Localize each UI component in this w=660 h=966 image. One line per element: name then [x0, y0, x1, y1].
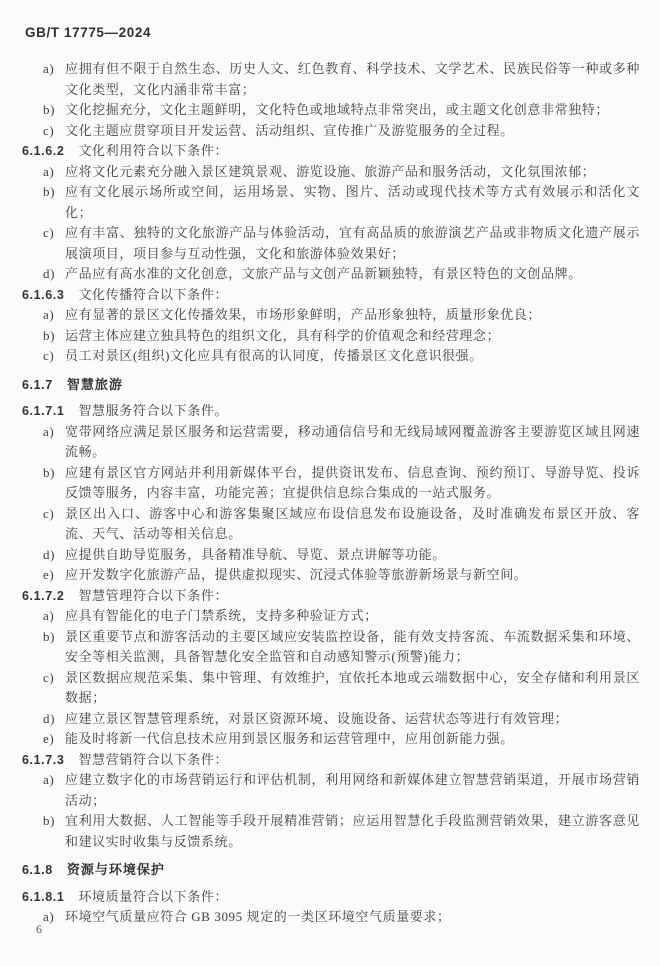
list-item: [0, 305, 660, 326]
list-item: [0, 907, 660, 928]
clause-text: 智慧服务符合以下条件。: [78, 403, 229, 418]
item-marker: a): [43, 608, 55, 623]
item-marker: b): [43, 327, 56, 343]
item-text: 运营主体应建立独具特色的组织文化，具有科学的价值观念和经营理念；: [65, 327, 501, 343]
item-marker: c): [43, 505, 55, 521]
item-text: 应有文化展示场所或空间，运用场景、实物、图片、活动或现代技术等方式有效展示和活化文化；: [65, 184, 640, 220]
item-marker: c): [43, 122, 55, 138]
clause-heading: [0, 586, 660, 607]
item-text: 文化主题应贯穿项目开发运营、活动组织、宣传推广及游览服务的全过程。: [65, 122, 514, 138]
clause-text: 环境质量符合以下条件：: [78, 888, 229, 904]
item-text: 应有丰富、独特的文化旅游产品与体验活动，宜有高品质的旅游演艺产品或非物质文化遗产展示展演项目，项目参与互动性强，文化和旅游体验效果好；: [65, 225, 640, 261]
clause-number: 6.1.7.3: [22, 752, 65, 767]
item-text: 产品应有高水准的文化创意，文旅产品与文创产品新颖独特，有景区特色的文创品牌。: [65, 266, 582, 281]
list-item: [0, 264, 660, 285]
item-text: 景区出入口、游客中心和游客集聚区域应布设信息发布设施设备，及时准确发布景区开放、客流、天气、活动等相关信息。: [65, 505, 640, 541]
list-item: [0, 627, 660, 668]
list-item: [0, 668, 660, 709]
list-item: [0, 326, 660, 347]
clause-heading: [0, 401, 660, 422]
item-text: 应建有景区官方网站并利用新媒体平台，提供资讯发布、信息查询、预约预订、导游导览、投诉反馈等服务，内容丰富，功能完善；宜提供信息综合集成的一站式服务。: [65, 464, 640, 500]
list-item: [0, 811, 660, 852]
document-body: [0, 59, 660, 928]
clause-heading: [0, 285, 660, 306]
item-text: 环境空气质量应符合 GB 3095 规定的一类区环境空气质量要求；: [65, 909, 451, 924]
list-item: [0, 504, 660, 545]
clause-heading: [0, 750, 660, 771]
item-marker: c): [43, 348, 55, 363]
item-marker: a): [43, 772, 55, 787]
item-marker: b): [43, 628, 56, 644]
clause-number: 6.1.8.1: [22, 889, 65, 904]
list-item: [0, 422, 660, 463]
item-text: 应拥有但不限于自然生态、历史人文、红色教育、科学技术、文学艺术、民族民俗等一种或多种文化类型，文化内涵非常丰富；: [65, 61, 640, 97]
item-text: 应提供自助导览服务，具备精准导航、导览、景点讲解等功能。: [65, 546, 446, 562]
item-marker: b): [43, 813, 56, 828]
list-item: [0, 606, 660, 627]
item-marker: a): [43, 307, 55, 322]
clause-text: 文化传播符合以下条件：: [78, 286, 229, 302]
item-marker: b): [43, 102, 56, 117]
section-number: 6.1.8: [22, 863, 53, 877]
item-text: 应建立数字化的市场营销运行和评估机制，利用网络和新媒体建立智慧营销渠道，开展市场营销活动；: [65, 772, 640, 808]
clause-number: 6.1.7.2: [22, 588, 65, 603]
section-heading: [0, 860, 660, 881]
item-marker: b): [43, 184, 56, 199]
list-item: [0, 463, 660, 504]
document-header: GB/T 17775—2024: [25, 25, 152, 40]
item-text: 景区重要节点和游客活动的主要区域应安装监控设备，能有效支持客流、车流数据采集和环境、安全等相关监测，具备智慧化安全监管和自动感知警示(预警)能力；: [65, 628, 640, 664]
item-marker: b): [43, 464, 56, 480]
item-marker: c): [43, 225, 55, 240]
page-number: 6: [36, 922, 42, 936]
item-text: 能及时将新一代信息技术应用到景区服务和运营管理中，应用创新能力强。: [65, 731, 514, 746]
item-text: 应开发数字化旅游产品，提供虚拟现实、沉浸式体验等旅游新场景与新空间。: [65, 567, 528, 582]
section-title: 资源与环境保护: [66, 862, 165, 877]
item-marker: c): [43, 669, 55, 685]
item-marker: d): [43, 266, 56, 281]
item-text: 文化挖掘充分，文化主题鲜明，文化特色或地域特点非常突出，或主题文化创意非常独特；: [65, 102, 610, 117]
clause-text: 智慧营销符合以下条件：: [78, 751, 229, 767]
clause-text: 文化利用符合以下条件：: [78, 143, 229, 158]
item-text: 宜利用大数据、人工智能等手段开展精准营销；应运用智慧化手段监测营销效果，建立游客意见和建议实时收集与反馈系统。: [65, 813, 640, 849]
item-marker: d): [43, 710, 56, 726]
item-marker: a): [43, 61, 55, 76]
item-text: 应建立景区智慧管理系统，对景区资源环境、设施设备、运营状态等进行有效管理；: [65, 710, 569, 726]
clause-heading: [0, 887, 660, 908]
clause-heading: [0, 141, 660, 162]
item-text: 景区数据应规范采集、集中管理、有效维护，宜依托本地或云端数据中心，安全存储和利用景区数据；: [65, 669, 640, 705]
list-item: [0, 223, 660, 264]
item-marker: e): [43, 731, 55, 746]
list-item: [0, 565, 660, 586]
clause-number: 6.1.7.1: [22, 404, 65, 418]
clause-number: 6.1.6.2: [22, 144, 65, 158]
list-item: [0, 59, 660, 100]
clause-number: 6.1.6.3: [22, 287, 65, 302]
item-text: 员工对景区(组织)文化应具有很高的认同度，传播景区文化意识很强。: [65, 348, 483, 363]
list-item: [0, 121, 660, 142]
item-text: 宽带网络应满足景区服务和运营需要，移动通信信号和无线局域网覆盖游客主要游览区域且网速流畅。: [65, 423, 640, 459]
list-item: [0, 346, 660, 367]
list-item: [0, 770, 660, 811]
item-marker: d): [43, 546, 56, 562]
list-item: [0, 709, 660, 730]
item-marker: e): [43, 567, 55, 582]
section-number: 6.1.7: [22, 377, 53, 392]
item-marker: a): [43, 163, 55, 179]
list-item: [0, 100, 660, 121]
clause-text: 智慧管理符合以下条件：: [78, 587, 229, 603]
item-text: 应具有智能化的电子门禁系统，支持多种验证方式；: [65, 608, 378, 623]
list-item: [0, 729, 660, 750]
section-heading: [0, 375, 660, 396]
section-title: 智慧旅游: [66, 376, 123, 392]
list-item: [0, 162, 660, 183]
item-text: 应将文化元素充分融入景区建筑景观、游览设施、旅游产品和服务活动，文化氛围浓郁；: [65, 163, 596, 179]
list-item: [0, 182, 660, 223]
item-marker: a): [43, 423, 55, 439]
list-item: [0, 545, 660, 566]
item-marker: a): [43, 909, 55, 924]
item-text: 应有显著的景区文化传播效果，市场形象鲜明，产品形象独特，质量形象优良；: [65, 307, 542, 322]
